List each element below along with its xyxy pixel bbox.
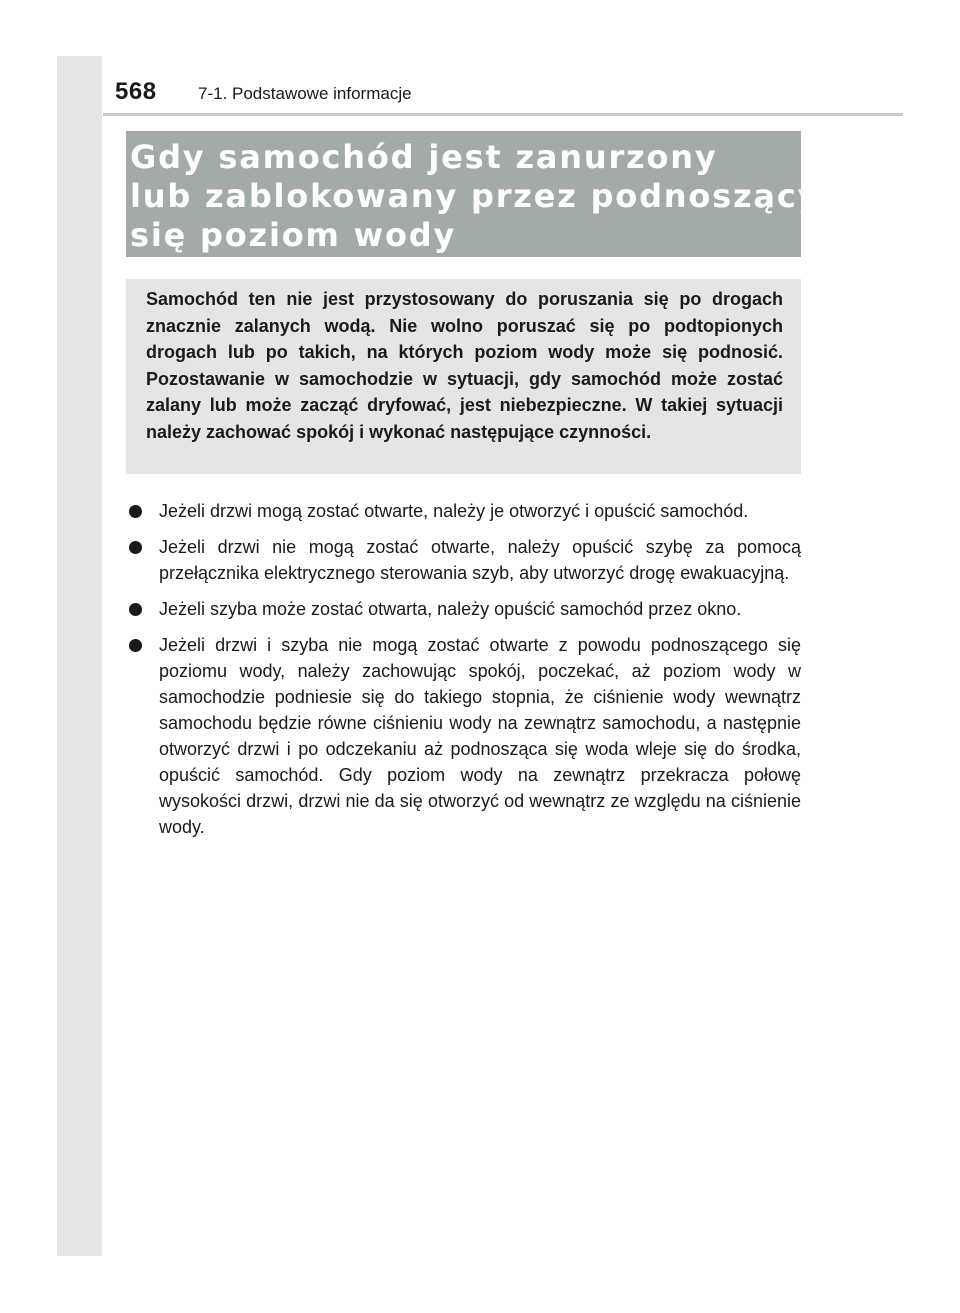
list-item-text: Jeżeli szyba może zostać otwarta, należy opuścić samochód przez okno. xyxy=(159,599,742,619)
page-header xyxy=(103,76,903,114)
intro-text: Samochód ten nie jest przystosowany do poruszania się po drogach znacznie zalanych wodą. Nie wolno poruszać się po podtopionych drogach lub po takich, na których poziom wody może się podnosić. Pozostawanie w samochodzie w sytuacji, gdy samochód może zostać zalany lub może zacząć dryfować, jest niebezpieczne. W takiej sytuacji należy zachować spokój i wykonać następujące czynności. xyxy=(146,289,783,442)
bullet-icon xyxy=(129,541,142,554)
list-item xyxy=(126,534,801,586)
header-divider xyxy=(103,113,903,116)
list-item xyxy=(126,596,801,622)
intro-box xyxy=(126,279,801,474)
list-item xyxy=(126,632,801,840)
bullet-icon xyxy=(129,603,142,616)
list-item-text: Jeżeli drzwi nie mogą zostać otwarte, należy opuścić szybę za pomocą przełącznika elektrycznego sterowania szyb, aby utworzyć drogę ewakuacyjną. xyxy=(159,537,801,583)
chapter-title-line-1: Gdy samochód jest zanurzony xyxy=(130,138,718,176)
chapter-title-line-3: się poziom wody xyxy=(130,216,457,254)
list-item-text: Jeżeli drzwi i szyba nie mogą zostać otwarte z powodu podnoszącego się poziomu wody, należy zachowując spokój, poczekać, aż poziom wody w samochodzie podniesie się do takiego stopnia, że ciśnienie wody wewnątrz samochodu będzie równe ciśnieniu wody na zewnątrz samochodu, a następnie otworzyć drzwi i po odczekaniu aż podnosząca się woda wleje się do środka, opuścić samochód. Gdy poziom wody na zewnątrz przekracza połowę wysokości drzwi, drzwi nie da się otworzyć od wewnątrz ze względu na ciśnienie wody. xyxy=(159,635,801,837)
list-item xyxy=(126,498,801,524)
instruction-list xyxy=(126,498,801,850)
bullet-icon xyxy=(129,505,142,518)
bullet-icon xyxy=(129,639,142,652)
list-item-text: Jeżeli drzwi mogą zostać otwarte, należy je otworzyć i opuścić samochód. xyxy=(159,501,749,521)
section-title: 7-1. Podstawowe informacje xyxy=(198,84,412,103)
chapter-title-line-2: lub zablokowany przez podnoszący xyxy=(130,177,821,215)
chapter-title-box xyxy=(126,131,821,257)
page-side-band xyxy=(57,56,102,1256)
page-number: 568 xyxy=(115,78,157,105)
